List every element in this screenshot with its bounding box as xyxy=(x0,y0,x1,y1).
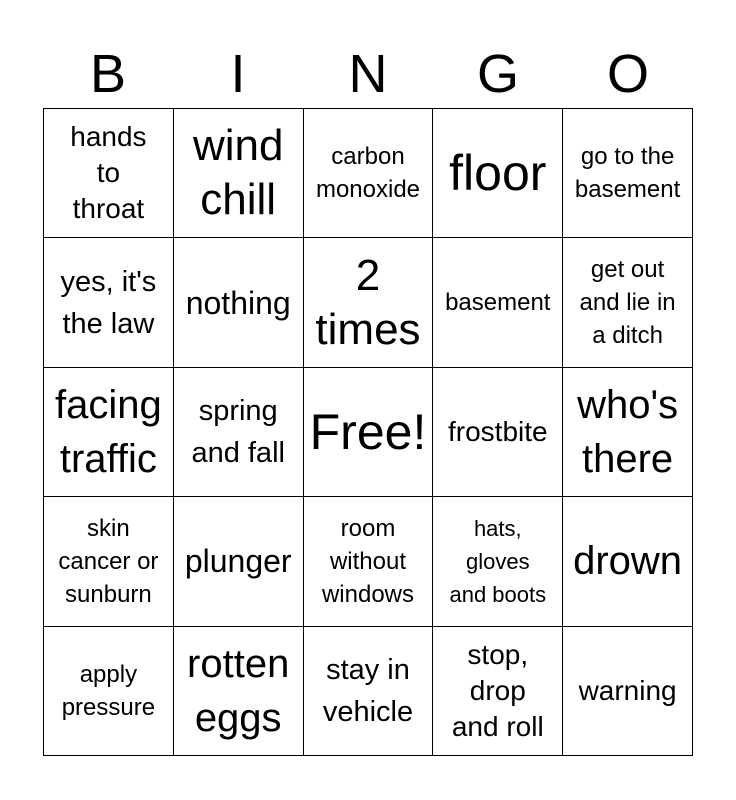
bingo-cell[interactable] xyxy=(563,627,693,756)
cell-text: who's there xyxy=(577,382,679,481)
cell-text: apply pressure xyxy=(61,660,156,721)
bingo-cell[interactable] xyxy=(174,238,304,367)
bingo-cell[interactable] xyxy=(563,238,693,367)
header-letter-n: N xyxy=(348,44,388,104)
cell-text: stop, drop and roll xyxy=(451,638,544,742)
cell-text: rotten eggs xyxy=(187,641,290,740)
bingo-cell[interactable] xyxy=(563,109,693,238)
bingo-cell[interactable] xyxy=(433,497,563,626)
cell-text: carbon monoxide xyxy=(315,143,421,204)
bingo-cell[interactable] xyxy=(44,497,174,626)
bingo-header xyxy=(43,40,693,108)
cell-text: frostbite xyxy=(447,415,548,447)
header-letter-o: O xyxy=(606,44,649,104)
cell-text: get out and lie in a ditch xyxy=(579,256,676,350)
bingo-cell[interactable] xyxy=(44,627,174,756)
cell-text: hats, gloves and boots xyxy=(449,515,547,607)
bingo-cell[interactable] xyxy=(44,109,174,238)
bingo-cell[interactable] xyxy=(304,109,434,238)
cell-text: warning xyxy=(578,674,677,706)
bingo-cell[interactable] xyxy=(563,368,693,497)
bingo-cell[interactable] xyxy=(44,368,174,497)
cell-text: nothing xyxy=(185,284,291,321)
bingo-board xyxy=(43,108,693,756)
cell-text: facing traffic xyxy=(55,382,162,481)
cell-text: plunger xyxy=(184,543,292,580)
bingo-cell[interactable] xyxy=(44,238,174,367)
cell-text: basement xyxy=(445,289,551,317)
cell-text: stay in vehicle xyxy=(322,653,414,728)
cell-text: skin cancer or sunburn xyxy=(58,514,159,608)
bingo-cell[interactable] xyxy=(174,497,304,626)
header-letter-b: B xyxy=(89,44,127,104)
cell-text: yes, it's the law xyxy=(60,265,157,340)
bingo-cell[interactable] xyxy=(433,109,563,238)
header-letter-g: G xyxy=(476,44,519,104)
cell-text: 2 times xyxy=(315,250,421,354)
bingo-cell[interactable] xyxy=(304,497,434,626)
cell-text: floor xyxy=(449,145,547,202)
free-space-text: Free! xyxy=(309,403,427,460)
bingo-cell[interactable] xyxy=(304,627,434,756)
cell-text: room without windows xyxy=(321,514,415,608)
bingo-cell[interactable] xyxy=(433,238,563,367)
cell-text: wind chill xyxy=(192,121,284,225)
bingo-cell[interactable] xyxy=(563,497,693,626)
cell-text: hands to throat xyxy=(70,121,147,225)
bingo-cell[interactable] xyxy=(174,109,304,238)
bingo-cell[interactable] xyxy=(433,368,563,497)
header-letter-i: I xyxy=(230,44,246,104)
cell-text: go to the basement xyxy=(574,143,681,204)
bingo-cell[interactable] xyxy=(304,238,434,367)
cell-text: drown xyxy=(573,539,683,584)
bingo-cell[interactable] xyxy=(174,368,304,497)
free-space-cell[interactable] xyxy=(304,368,434,497)
bingo-cell[interactable] xyxy=(433,627,563,756)
bingo-cell[interactable] xyxy=(174,627,304,756)
cell-text: spring and fall xyxy=(191,394,285,469)
